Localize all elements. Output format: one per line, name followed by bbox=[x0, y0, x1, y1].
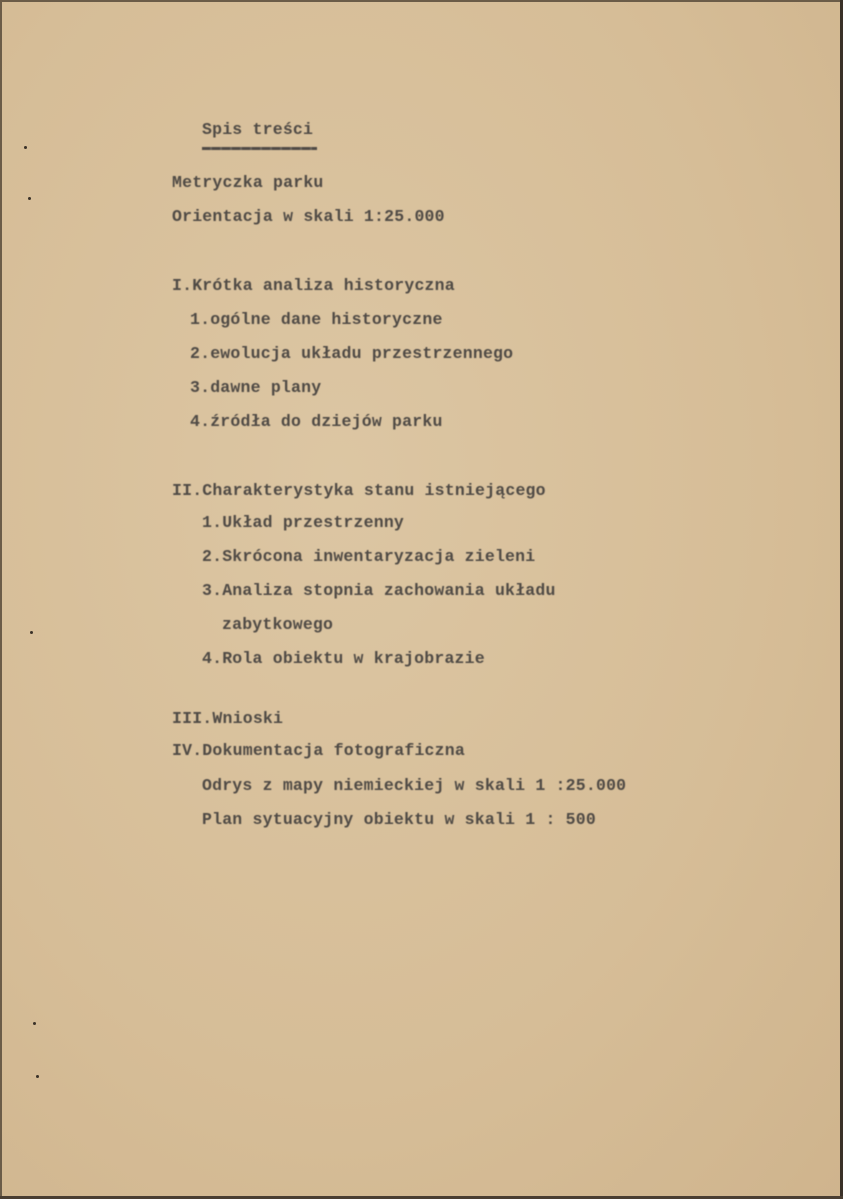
punch-mark bbox=[33, 1022, 36, 1025]
toc-entry: Odrys z mapy niemieckiej w skali 1 :25.000 bbox=[202, 776, 627, 795]
toc-section: IV.Dokumentacja fotograficzna bbox=[172, 741, 465, 760]
toc-entry: 3.dawne plany bbox=[190, 378, 322, 397]
scan-edge-left bbox=[0, 0, 2, 1199]
toc-section: II.Charakterystyka stanu istniejącego bbox=[172, 481, 546, 500]
toc-entry: Plan sytuacyjny obiektu w skali 1 : 500 bbox=[202, 810, 596, 829]
toc-entry: Orientacja w skali 1:25.000 bbox=[172, 207, 445, 226]
toc-entry: 1.ogólne dane historyczne bbox=[190, 310, 443, 329]
toc-entry: 2.Skrócona inwentaryzacja zieleni bbox=[202, 547, 536, 566]
toc-entry: Metryczka parku bbox=[172, 173, 324, 192]
toc-entry: 4.źródła do dziejów parku bbox=[190, 412, 443, 431]
toc-entry: 1.Układ przestrzenny bbox=[202, 513, 405, 532]
toc-entry: 4.Rola obiektu w krajobrazie bbox=[202, 649, 485, 668]
punch-mark bbox=[28, 197, 31, 200]
toc-entry: 2.ewolucja układu przestrzennego bbox=[190, 344, 514, 363]
toc-entry: 3.Analiza stopnia zachowania układu bbox=[202, 581, 556, 600]
toc-section: I.Krótka analiza historyczna bbox=[172, 276, 455, 295]
punch-mark bbox=[30, 631, 33, 634]
punch-mark bbox=[36, 1075, 39, 1078]
toc-section: III.Wnioski bbox=[172, 709, 284, 728]
title-underline bbox=[202, 147, 317, 150]
toc-entry-continuation: zabytkowego bbox=[222, 615, 334, 634]
scan-edge-top bbox=[0, 0, 843, 2]
punch-mark bbox=[24, 146, 27, 149]
page-title: Spis treści bbox=[202, 120, 314, 139]
